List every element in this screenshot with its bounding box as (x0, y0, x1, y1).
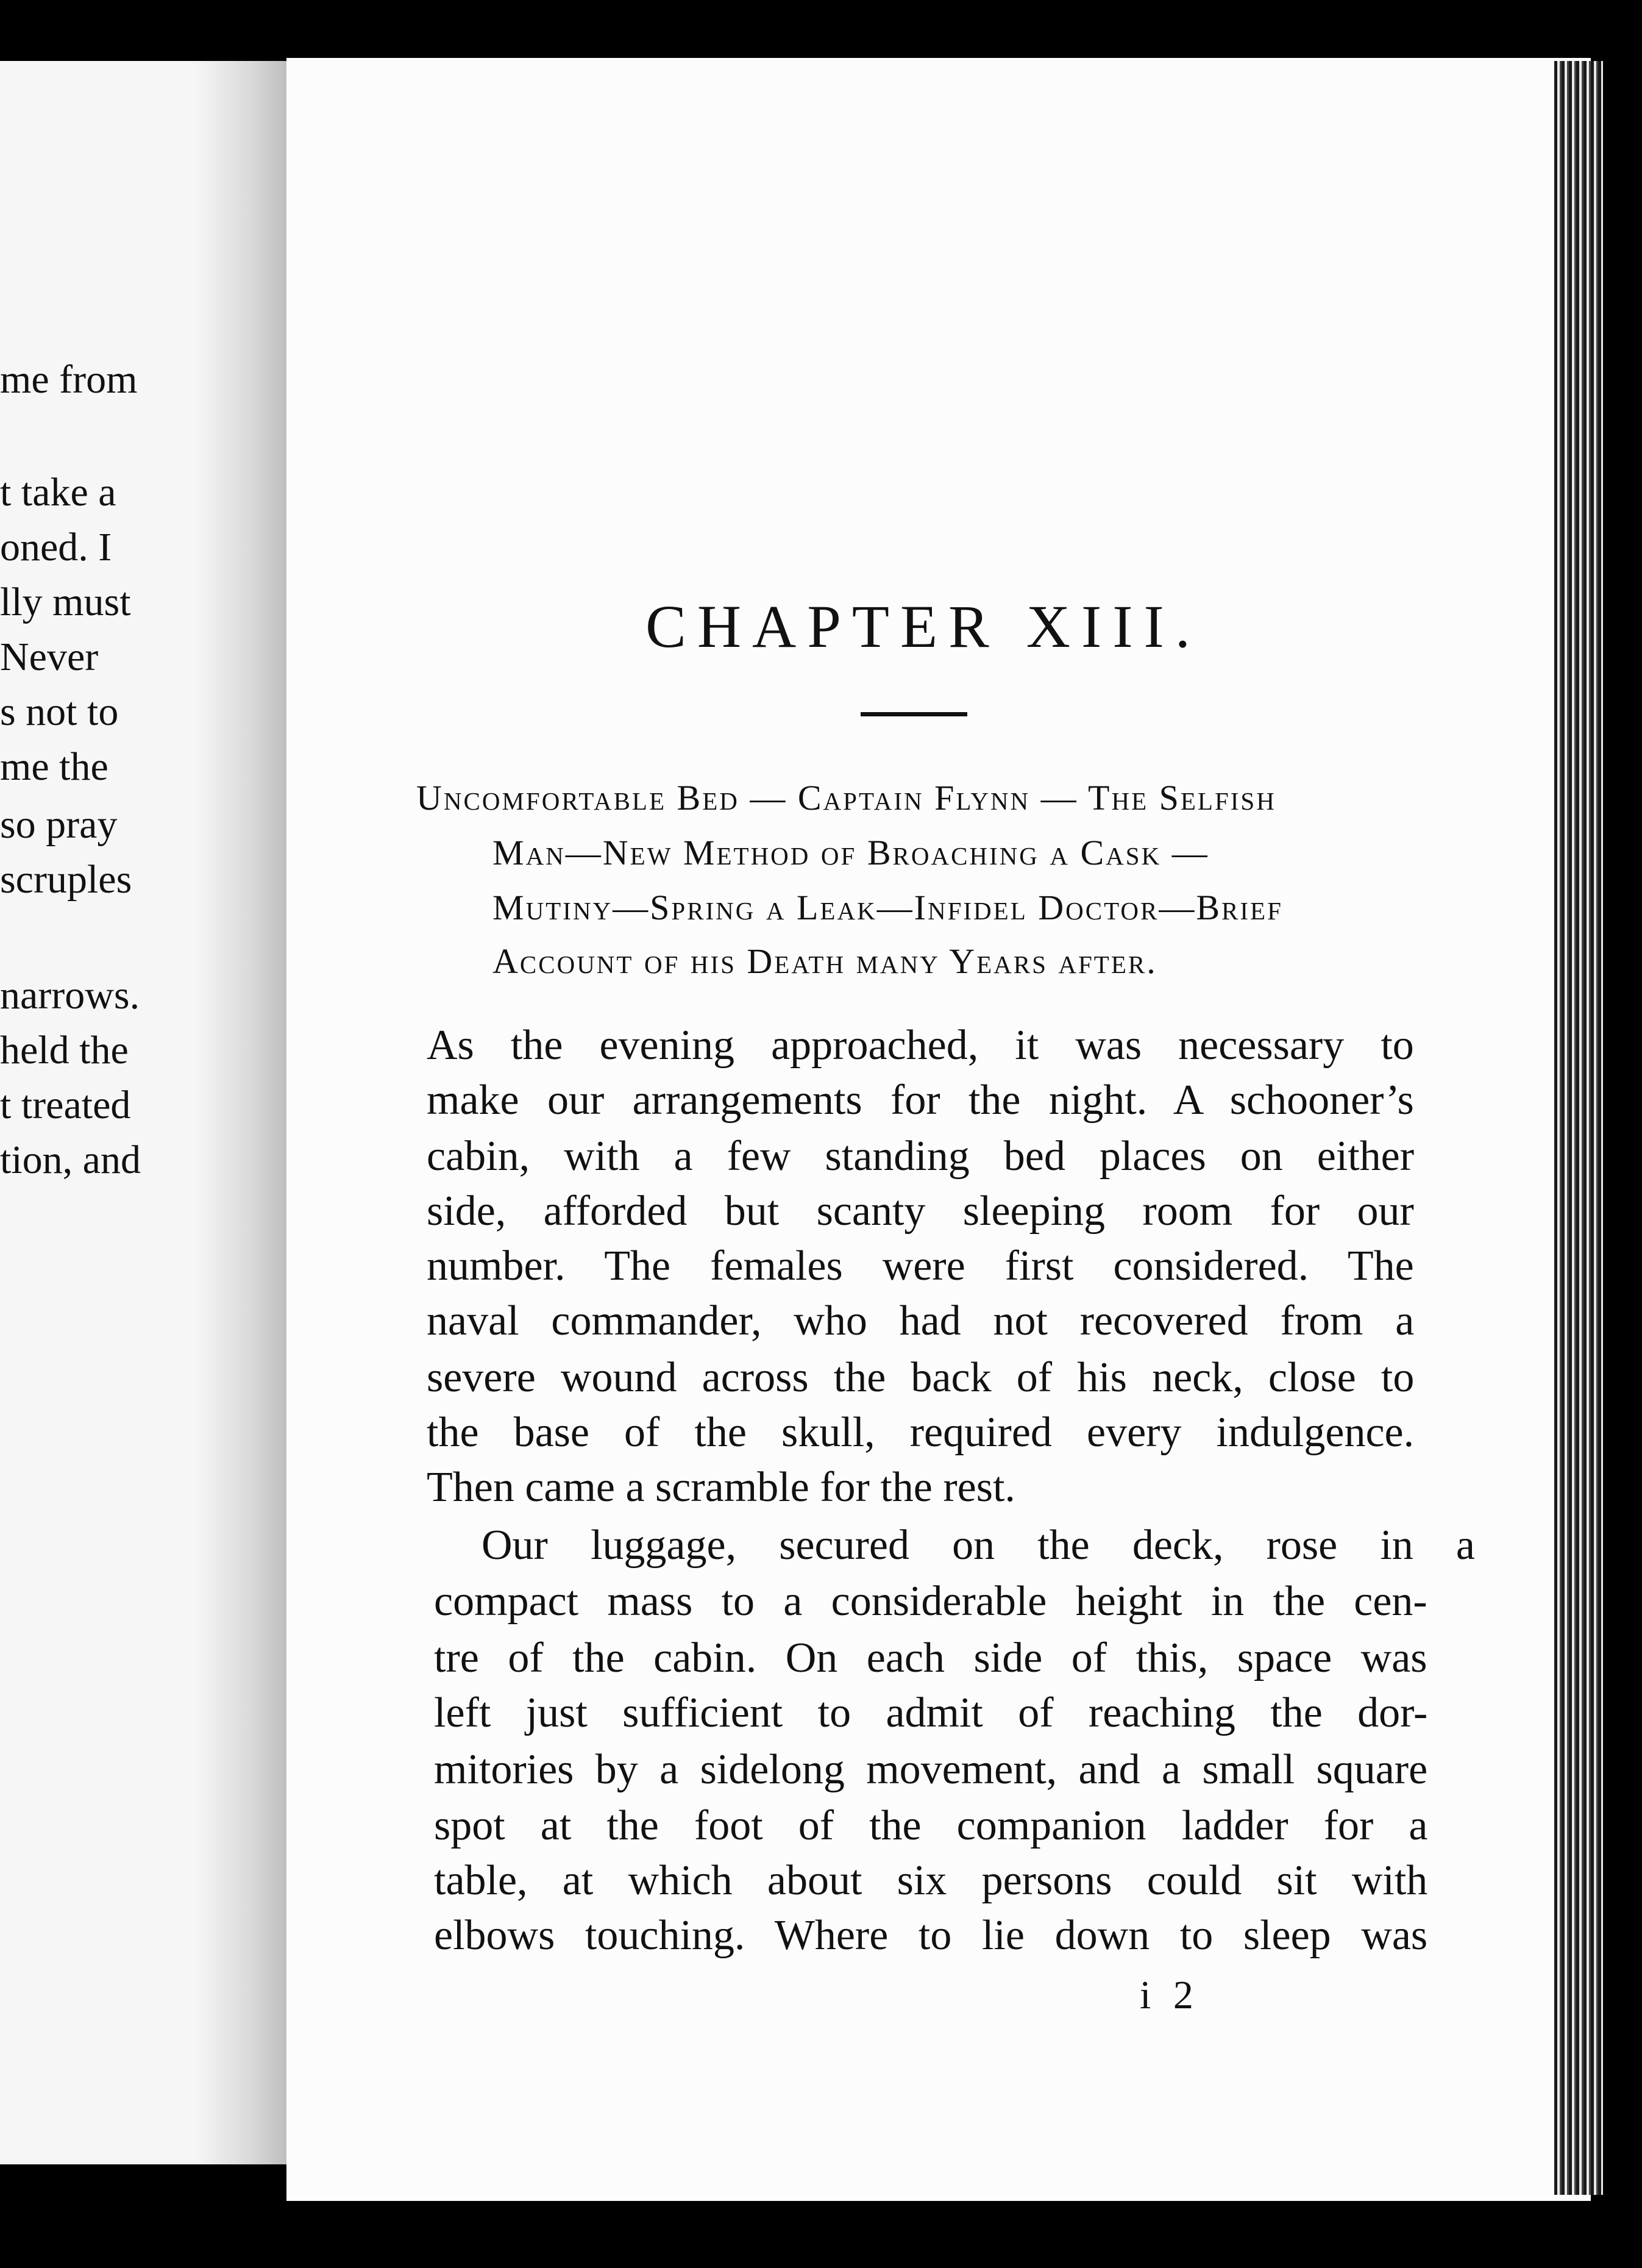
body-line: naval commander, who had not recovered from a (427, 1297, 1415, 1344)
body-line: side, afforded but scanty sleeping room for our (427, 1188, 1414, 1235)
left-page-line: t take a (0, 470, 116, 515)
left-page-line: s not to (0, 690, 119, 734)
left-page-gutter (195, 61, 299, 2164)
left-page-line: me from (0, 357, 138, 402)
body-line: number. The females were first considered. The (427, 1243, 1414, 1289)
body-line: elbows touching. Where to lie down to sleep was (434, 1912, 1428, 1959)
body-line: left just sufficient to admit of reaching the dor- (434, 1689, 1428, 1736)
left-page-line: oned. I (0, 525, 112, 569)
left-page-line: Never (0, 635, 99, 679)
left-page-line: t treated (0, 1083, 131, 1127)
body-line: severe wound across the back of his neck, close to (427, 1354, 1415, 1401)
body-line: Then came a scramble for the rest. (427, 1464, 1015, 1511)
title-rule (861, 712, 967, 716)
body-line: Our luggage, secured on the deck, rose in a (482, 1522, 1476, 1569)
left-page-line: lly must (0, 580, 131, 624)
left-page-line: held the (0, 1028, 129, 1072)
left-page-line: narrows. (0, 973, 140, 1018)
body-line: spot at the foot of the companion ladder for a (434, 1802, 1428, 1849)
left-page-line: tion, and (0, 1138, 141, 1182)
body-line: the base of the skull, required every indulgence. (427, 1409, 1415, 1456)
summary-line: Uncomfortable Bed — Captain Flynn — The Selfish (416, 778, 1276, 818)
summary-line: Account of his Death many Years after. (492, 941, 1157, 981)
summary-line: Man—New Method of Broaching a Cask — (492, 833, 1209, 872)
left-page-line: scruples (0, 857, 132, 902)
body-line: compact mass to a considerable height in the cen- (434, 1578, 1427, 1625)
left-page-line: so pray (0, 802, 118, 847)
body-line: table, at which about six persons could sit with (434, 1857, 1428, 1904)
summary-line: Mutiny—Spring a Leak—Infidel Doctor—Brief (492, 888, 1283, 927)
body-line: mitories by a sidelong movement, and a small square (434, 1746, 1428, 1793)
body-line: cabin, with a few standing bed places on either (427, 1133, 1415, 1180)
body-line: tre of the cabin. On each side of this, space was (434, 1635, 1427, 1681)
body-line: make our arrangements for the night. A schooner’s (427, 1077, 1414, 1124)
page-number: i 2 (1140, 1973, 1200, 2017)
chapter-title: CHAPTER XIII. (645, 593, 1201, 660)
left-page-line: me the (0, 744, 108, 789)
body-line: As the evening approached, it was necessary to (427, 1022, 1414, 1069)
book-page-edges (1554, 61, 1603, 2195)
